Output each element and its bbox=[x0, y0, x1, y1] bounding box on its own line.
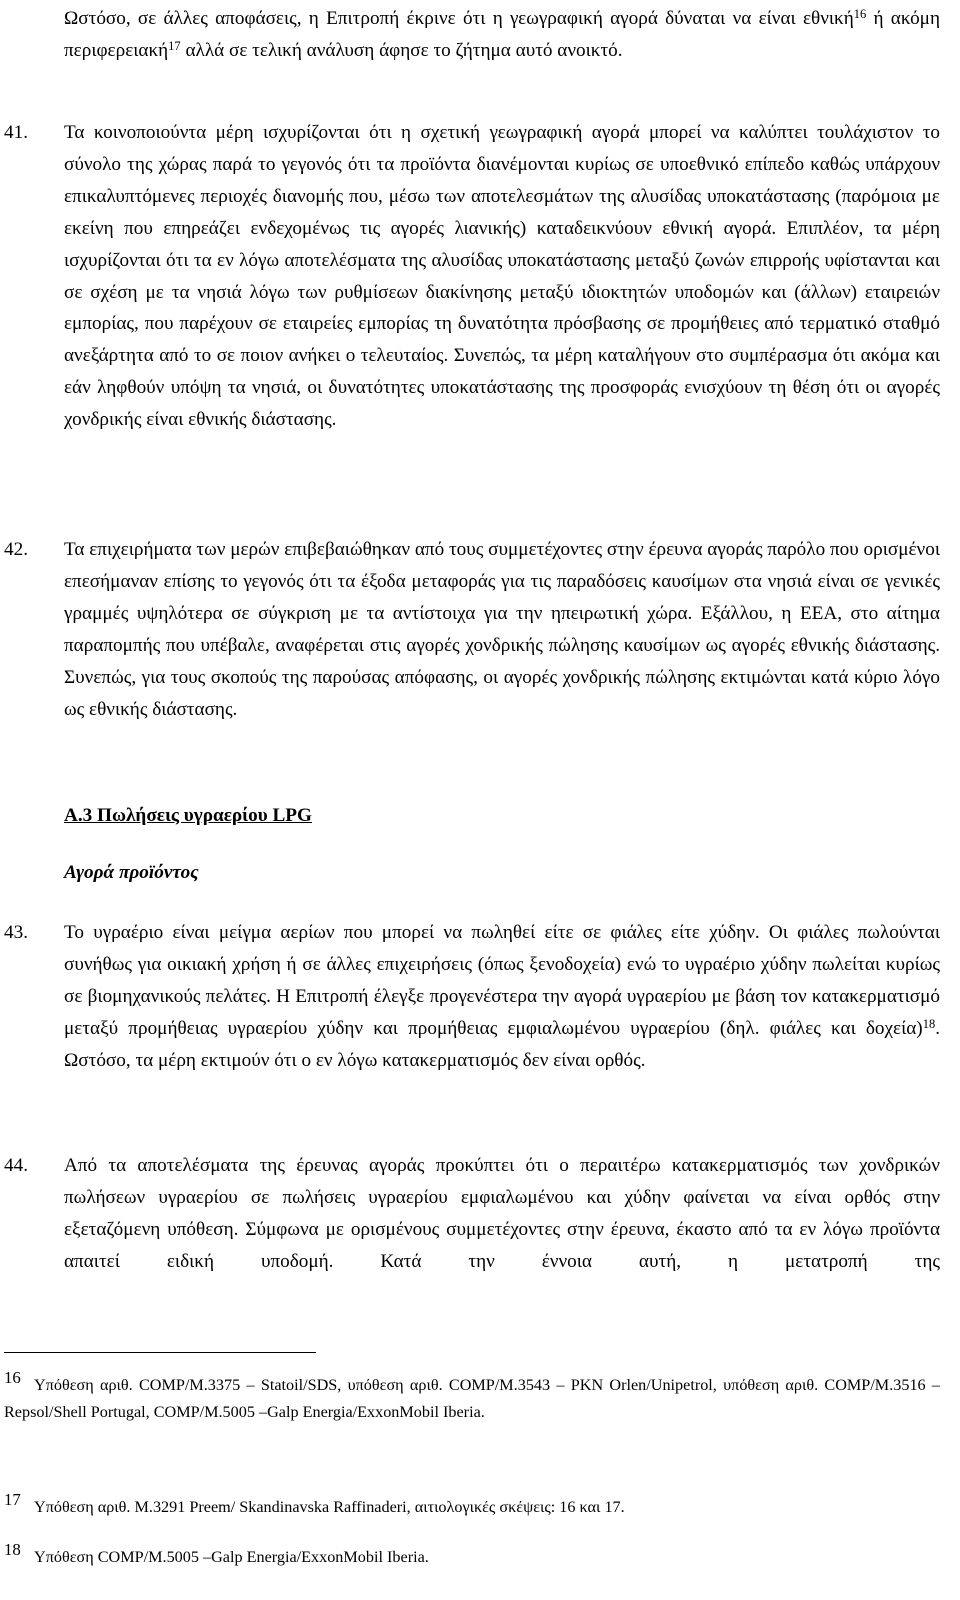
paragraph-43-text-part-1: Το υγραέριο είναι μείγμα αερίων που μπορεί να πωληθεί είτε σε φιάλες είτε χύδην. Οι φιάλες πωλούνται συνήθως για οικιακή χρήση ή σε άλλες επιχειρήσεις (όπως ξενοδοχεία) ενώ το υγραέριο χύδην πωλείται κυρίως σε βιομηχανικούς πελάτες. Η Επιτροπή έλεγξε προγενέστερα την αγορά υγραερίου με βάση τον κατακερματισμό μεταξύ προμήθειας υγραερίου χύδην και προμήθειας εμφιαλωμένου υγραερίου (δηλ. φιάλες και δοχεία) bbox=[64, 922, 940, 1039]
footnote-separator bbox=[4, 1352, 316, 1353]
footnote-ref-18[interactable]: 18 bbox=[922, 1016, 936, 1031]
footnote-text-17: Υπόθεση αριθ. M.3291 Preem/ Skandinavska Raffinaderi, αιτιολογικές σκέψεις: 16 και 17. bbox=[34, 1498, 625, 1516]
footnote-text-16: Υπόθεση αριθ. COMP/M.3375 – Statoil/SDS, υπόθεση αριθ. COMP/M.3543 – PKN Orlen/Unipetrol, υπόθεση αριθ. COMP/M.3516 – Repsol/Shell Portugal, COMP/M.5005 –Galp Energia/ExxonMobil Iberia. bbox=[4, 1376, 940, 1421]
intro-text-part-2: ή ακόμη περιφερειακή bbox=[64, 8, 940, 61]
footnote-text-18: Υπόθεση COMP/M.5005 –Galp Energia/ExxonMobil Iberia. bbox=[34, 1548, 429, 1566]
paragraph-number-41: 41. bbox=[4, 122, 28, 143]
intro-text-part-1: Ωστόσο, σε άλλες αποφάσεις, η Επιτροπή έκρινε ότι η γεωγραφική αγορά δύναται να είναι εθνική bbox=[64, 8, 854, 29]
section-heading: A.3 Πωλήσεις υγραερίου LPG bbox=[64, 805, 312, 826]
intro-paragraph bbox=[64, 3, 940, 67]
paragraph-43-text-part-2: . Ωστόσο, τα μέρη εκτιμούν ότι ο εν λόγω κατακερματισμός δεν είναι ορθός. bbox=[64, 1017, 940, 1071]
footnote-ref-17[interactable]: 17 bbox=[168, 38, 181, 53]
paragraph-number-42: 42. bbox=[4, 539, 28, 560]
footnote-16: 16 Υπόθεση αριθ. COMP/M.3375 – Statoil/SDS, υπόθεση αριθ. COMP/M.3543 – PKN Orlen/Unipetrol, υπόθεση αριθ. COMP/M.3516 – Repsol/Shell Portugal, COMP/M.5005 –Galp Energia/ExxonMobil Iberia. bbox=[4, 1368, 940, 1421]
paragraph-number-43: 43. bbox=[4, 922, 28, 943]
subsection-heading: Αγορά προϊόντος bbox=[64, 862, 199, 883]
footnote-18: 18 Υπόθεση COMP/M.5005 –Galp Energia/ExxonMobil Iberia. bbox=[4, 1540, 429, 1566]
intro-text-part-3: αλλά σε τελική ανάλυση άφησε το ζήτημα αυτό ανοικτό. bbox=[180, 39, 623, 61]
paragraph-42: Τα επιχειρήματα των μερών επιβεβαιώθηκαν από τους συμμετέχοντες στην έρευνα αγοράς παρόλο που ορισμένοι επεσήμαναν επίσης το γεγονός ότι τα έξοδα μεταφοράς για τις παραδόσεις καυσίμων στα νησιά είναι σε γενικές γραμμές υψηλότερα σε σύγκριση με τα αντίστοιχα για την ηπειρωτική χώρα. Εξάλλου, η ΕΕΑ, στο αίτημα παραπομπής που υπέβαλε, αναφέρεται στις αγορές χονδρικής πώλησης καυσίμων ως αγορές εθνικής διάστασης. Συνεπώς, για τους σκοπούς της παρούσας απόφασης, οι αγορές χονδρικής πώλησης εκτιμώνται κατά κύριο λόγο ως εθνικής διάστασης. bbox=[64, 539, 940, 720]
paragraph-44: Από τα αποτελέσματα της έρευνας αγοράς προκύπτει ότι ο περαιτέρω κατακερματισμός των χονδρικών πωλήσεων υγραερίου σε πωλήσεις υγραερίου εμφιαλωμένου και χύδην φαίνεται να είναι ορθός στην εξεταζόμενη υπόθεση. Σύμφωνα με ορισμένους συμμετέχοντες στην έρευνα, έκαστο από τα εν λόγω προϊόντα απαιτεί ειδική υποδομή. Κατά την έννοια αυτή, η μετατροπή της bbox=[64, 1155, 940, 1272]
footnote-17: 17 Υπόθεση αριθ. M.3291 Preem/ Skandinavska Raffinaderi, αιτιολογικές σκέψεις: 16 και 17. bbox=[4, 1490, 625, 1516]
paragraph-41: Τα κοινοποιούντα μέρη ισχυρίζονται ότι η σχετική γεωγραφική αγορά μπορεί να καλύπτει τουλάχιστον το σύνολο της χώρας παρά το γεγονός ότι τα προϊόντα διανέμονται κυρίως σε υποεθνικό επίπεδο καθώς υπάρχουν επικαλυπτόμενες περιοχές διανομής που, μέσω των αποτελεσμάτων της αλυσίδας υποκατάστασης (παρόμοια με εκείνη που επηρεάζει ενδεχομένως τις αγορές λιανικής) καταδεικνύουν εθνική αγορά. Επιπλέον, τα μέρη ισχυρίζονται ότι τα εν λόγω αποτελέσματα της αλυσίδας υποκατάστασης μεταξύ ζωνών επιρροής υφίστανται και σε σχέση με τα νησιά λόγω των ρυθμίσεων διακίνησης μεταξύ ιδιοκτητών υποδομών και (άλλων) εταιρειών εμπορίας, που παρέχουν σε εταιρείες εμπορίας τη δυνατότητα πρόσβασης σε προμήθειες από τερματικό σταθμό ανεξάρτητα από το σε ποιον ανήκει ο τελευταίος. Συνεπώς, τα μέρη καταλήγουν στο συμπέρασμα ότι ακόμα και εάν ληφθούν υπόψη τα νησιά, οι δυνατότητες υποκατάστασης της προσφοράς ενισχύουν τη θέση ότι οι αγορές χονδρικής είναι εθνικής διάστασης. bbox=[64, 122, 940, 431]
paragraph-43 bbox=[64, 917, 940, 1077]
footnote-ref-16[interactable]: 16 bbox=[853, 7, 867, 21]
paragraph-number-44: 44. bbox=[4, 1155, 28, 1176]
